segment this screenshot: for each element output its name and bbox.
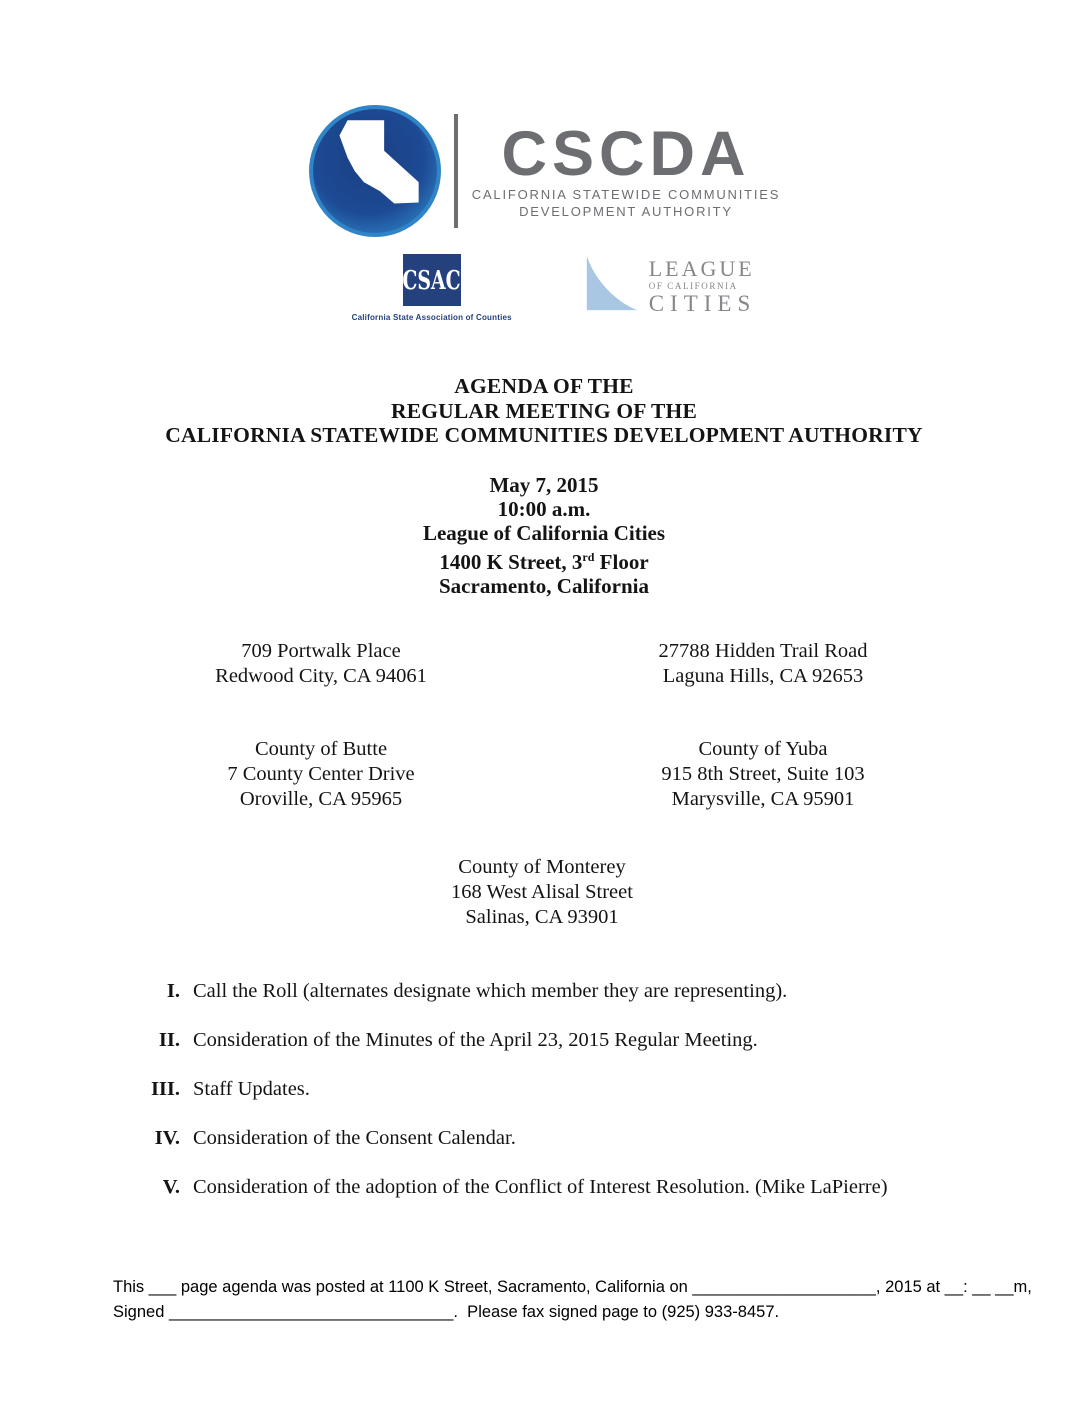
posting-line1: This ___ page agenda was posted at 1100 K Street, Sacramento, California on ____________________, 2015 at __: __ __m,	[113, 1278, 1032, 1296]
location-line: County of Yuba	[698, 738, 828, 760]
agenda-item-numeral: IV.	[154, 1127, 180, 1149]
cscda-subtitle-line2: DEVELOPMENT AUTHORITY	[519, 204, 733, 220]
title-line1: AGENDA OF THE	[454, 374, 634, 398]
league-wordmark	[649, 258, 757, 316]
league-of-california-cities-logo	[584, 254, 757, 316]
location-line: Oroville, CA 95965	[239, 788, 403, 810]
location-line: Laguna Hills, CA 92653	[662, 665, 864, 687]
location-line: County of Monterey	[458, 856, 626, 878]
location-line: Redwood City, CA 94061	[215, 665, 427, 687]
league-line3: CITIES	[648, 291, 757, 316]
agenda-item-text: Consideration of the Consent Calendar.	[193, 1127, 516, 1149]
location-line: County of Butte	[254, 738, 388, 760]
locations-row-2	[100, 737, 984, 812]
location-laguna-hills	[542, 639, 984, 689]
agenda-list	[136, 980, 1040, 1225]
meeting-address	[0, 545, 1088, 574]
location-county-of-butte	[100, 737, 542, 812]
agenda-item-text: Consideration of the adoption of the Conflict of Interest Resolution. (Mike LaPierre)	[193, 1176, 888, 1198]
csac-logo	[332, 254, 532, 322]
csac-emblem-icon	[403, 254, 461, 306]
league-swoosh-icon	[584, 254, 640, 312]
meeting-city: Sacramento, California	[439, 574, 649, 598]
agenda-item-numeral: V.	[162, 1176, 180, 1198]
cscda-logo	[0, 104, 1088, 238]
meeting-date: May 7, 2015	[489, 473, 599, 497]
agenda-item-text: Staff Updates.	[193, 1078, 310, 1100]
meeting-address-ordinal: rd	[582, 550, 595, 564]
meeting-address-street: 1400 K Street, 3	[439, 550, 583, 574]
locations-row-1	[100, 639, 984, 689]
agenda-item-2	[136, 1029, 1040, 1051]
cscda-subtitle-line1: CALIFORNIA STATEWIDE COMMUNITIES	[471, 187, 781, 203]
meeting-time: 10:00 a.m.	[497, 497, 591, 521]
agenda-item-1	[136, 980, 1040, 1002]
location-line: 915 8th Street, Suite 103	[661, 763, 865, 785]
logo-divider	[454, 114, 458, 228]
location-county-of-yuba	[542, 737, 984, 812]
locations-row-3	[100, 855, 984, 930]
agenda-item-numeral: I.	[166, 980, 180, 1002]
agenda-item-4	[136, 1127, 1040, 1149]
cscda-wordmark	[471, 118, 781, 220]
california-map-icon	[308, 104, 442, 238]
location-line: 7 County Center Drive	[227, 763, 415, 785]
location-line: Marysville, CA 95901	[671, 788, 855, 810]
agenda-item-text: Consideration of the Minutes of the April 23, 2015 Regular Meeting.	[193, 1029, 758, 1051]
agenda-item-numeral: II.	[158, 1029, 180, 1051]
league-line1: LEAGUE	[648, 256, 755, 281]
title-line2: REGULAR MEETING OF THE	[390, 398, 698, 423]
posting-certification	[113, 1275, 1058, 1325]
location-redwood-city	[100, 639, 542, 689]
agenda-item-5	[136, 1176, 1040, 1198]
location-line: Salinas, CA 93901	[465, 906, 619, 928]
agenda-item-3	[136, 1078, 1040, 1100]
csac-acronym: CSAC	[402, 264, 461, 296]
location-line: 709 Portwalk Place	[241, 640, 401, 662]
agenda-item-text: Call the Roll (alternates designate which member they are representing).	[193, 980, 788, 1002]
csac-caption: California State Association of Counties	[351, 313, 512, 322]
meeting-info	[0, 473, 1088, 598]
cscda-acronym: CSCDA	[501, 118, 751, 189]
meeting-address-floor: Floor	[594, 550, 649, 574]
league-line2: OF CALIFORNIA	[648, 281, 738, 291]
partner-logos	[0, 254, 1088, 322]
location-line: 27788 Hidden Trail Road	[658, 640, 868, 662]
posting-line2: Signed _______________________________. Please fax signed page to (925) 933-8457.	[113, 1303, 780, 1321]
agenda-item-numeral: III.	[150, 1078, 180, 1100]
document-title	[0, 374, 1088, 448]
location-county-of-monterey	[100, 855, 984, 930]
title-line3: CALIFORNIA STATEWIDE COMMUNITIES DEVELOPMENT AUTHORITY	[165, 423, 923, 447]
location-line: 168 West Alisal Street	[451, 881, 633, 903]
meeting-venue: League of California Cities	[422, 521, 666, 545]
